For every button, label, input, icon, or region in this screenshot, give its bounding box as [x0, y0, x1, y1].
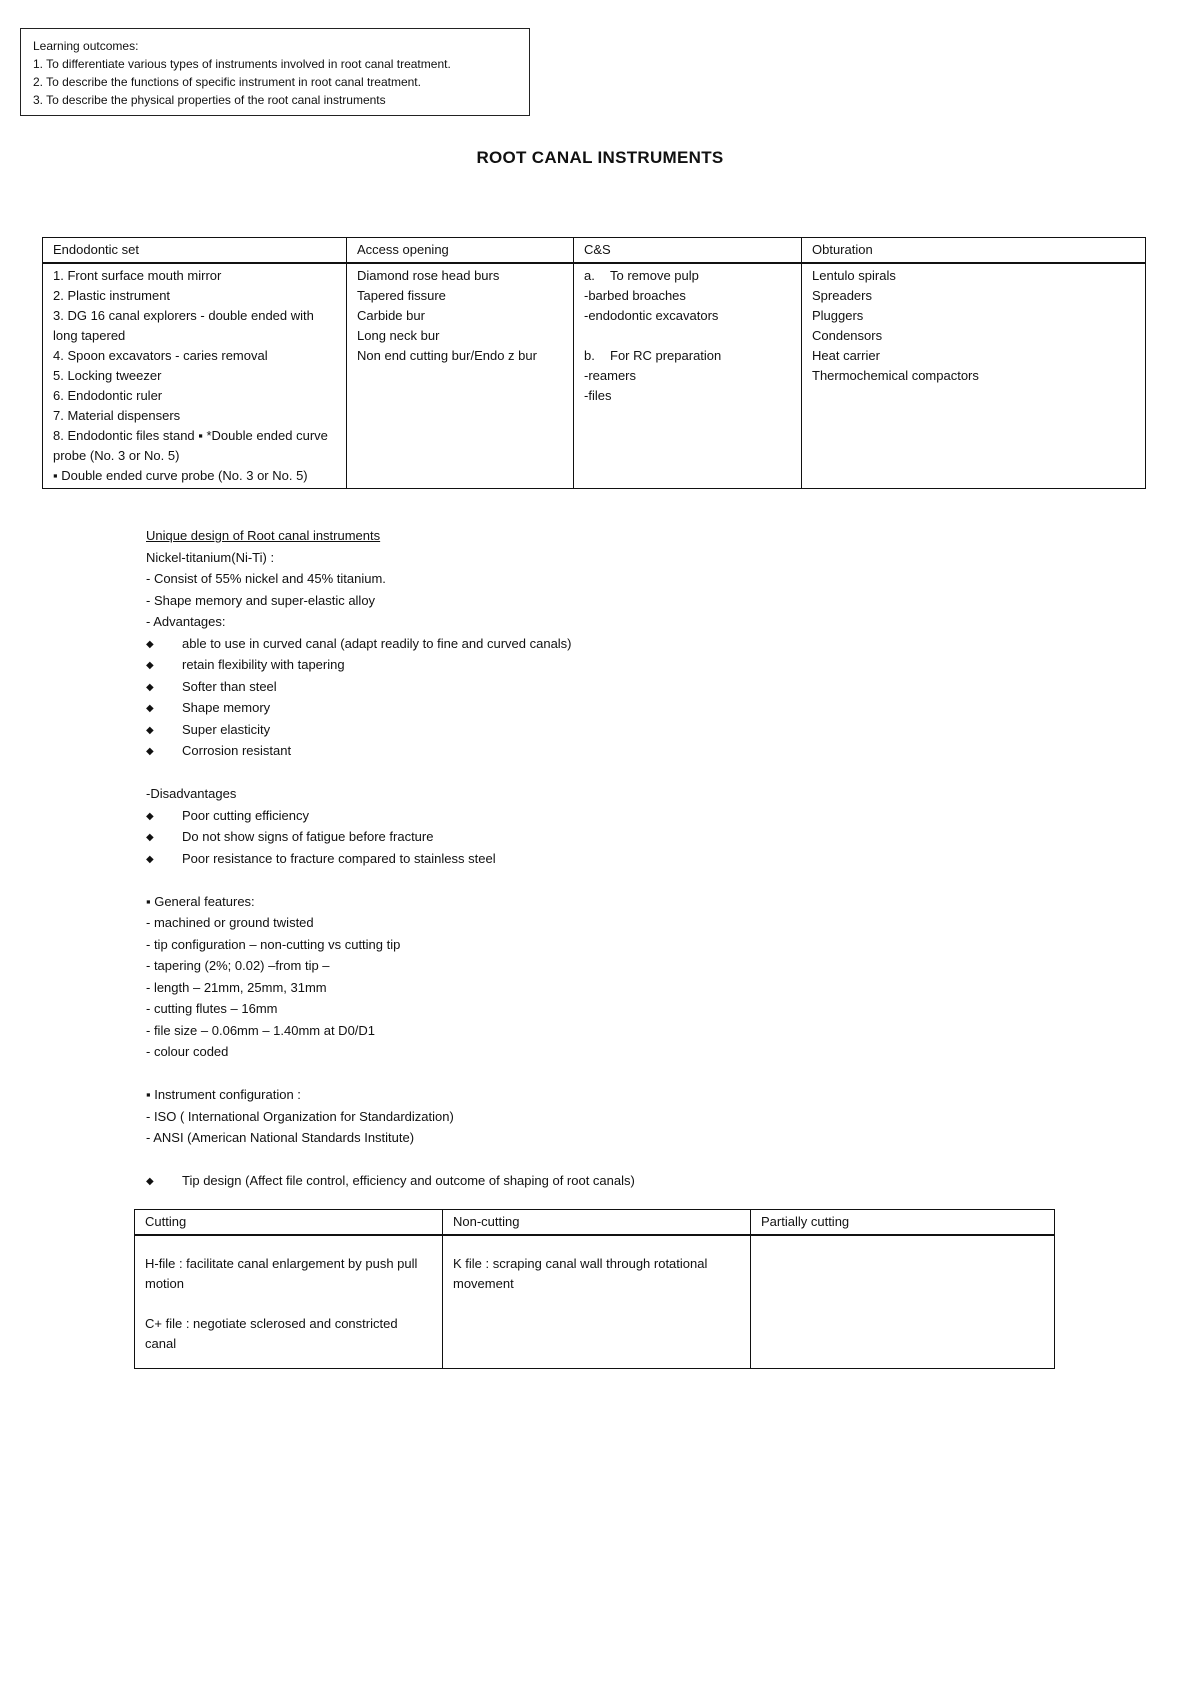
endodontic-set-cell	[43, 263, 347, 489]
page-title: ROOT CANAL INSTRUMENTS	[476, 148, 724, 167]
bullet-text: Do not show signs of fatigue before fracture	[182, 829, 434, 844]
text-line: - ANSI (American National Standards Institute)	[146, 1130, 415, 1145]
blank-line	[146, 869, 635, 891]
list-item	[584, 346, 791, 366]
list-item: 4. Spoon excavators - caries removal	[53, 348, 268, 363]
bullet-item	[146, 826, 635, 848]
table-header-row	[135, 1210, 1055, 1236]
text-line: - length – 21mm, 25mm, 31mm	[146, 979, 327, 995]
header-non-cutting: Non-cutting	[443, 1210, 751, 1236]
cutting-cell	[135, 1235, 443, 1369]
bullet-icon: ◆	[146, 681, 154, 693]
list-text: To remove pulp	[610, 268, 699, 283]
bullet-text: Corrosion resistant	[182, 743, 292, 758]
unique-design-section	[146, 525, 635, 1192]
list-item: -barbed broaches	[584, 288, 686, 303]
list-item: -endodontic excavators	[584, 308, 719, 323]
partially-cutting-cell	[751, 1235, 1055, 1369]
bullet-icon: ◆	[146, 724, 154, 736]
list-item: Non end cutting bur/Endo z bur	[357, 348, 537, 363]
text-line: - tapering (2%; 0.02) –from tip –	[146, 958, 330, 973]
bullet-text: Softer than steel	[182, 678, 277, 694]
text-line: - colour coded	[146, 1044, 229, 1059]
bullet-item	[146, 654, 635, 676]
bullet-icon: ◆	[146, 1176, 154, 1187]
header-partially-cutting: Partially cutting	[751, 1210, 1055, 1236]
access-opening-cell	[347, 263, 574, 489]
text-line: - file size – 0.06mm – 1.40mm at D0/D1	[146, 1022, 376, 1038]
table-header-row	[43, 238, 1146, 264]
list-item: K file : scraping canal wall through rotational movement	[453, 1256, 708, 1291]
text-line: - cutting flutes – 16mm	[146, 1001, 278, 1016]
bullet-item	[146, 633, 635, 655]
list-marker: b.	[584, 348, 595, 363]
text-line: ▪ General features:	[146, 893, 255, 909]
bullet-item	[146, 740, 635, 762]
text-line: - tip configuration – non-cutting vs cutting tip	[146, 936, 401, 952]
bullet-text: Tip design (Affect file control, efficiency and outcome of shaping of root canals)	[182, 1173, 635, 1188]
list-item: 7. Material dispensers	[53, 408, 181, 423]
bullet-icon: ◆	[146, 853, 154, 865]
bullet-item	[146, 805, 635, 827]
header-obturation: Obturation	[802, 238, 1146, 264]
bullet-item	[146, 848, 635, 870]
tip-design-table	[134, 1209, 1055, 1369]
bullet-icon: ◆	[146, 660, 154, 671]
non-cutting-cell	[443, 1235, 751, 1369]
bullet-icon: ◆	[146, 832, 154, 843]
list-item: H-file : facilitate canal enlargement by push pull motion	[145, 1256, 418, 1291]
blank-line	[146, 762, 635, 784]
learning-outcome-item: 1. To differentiate various types of instruments involved in root canal treatment.	[33, 57, 451, 71]
list-spacer	[145, 1294, 432, 1314]
list-item	[584, 266, 791, 286]
table-row	[43, 263, 1146, 489]
text-line: Nickel-titanium(Ni-Ti) :	[146, 549, 275, 565]
bullet-text: able to use in curved canal (adapt readily to fine and curved canals)	[182, 635, 572, 651]
obturation-cell	[802, 263, 1146, 489]
bullet-icon: ◆	[146, 638, 154, 650]
list-item: Condensors	[812, 328, 883, 343]
bullet-item	[146, 697, 635, 719]
list-item: Diamond rose head burs	[357, 268, 500, 283]
blank-line	[146, 1149, 635, 1171]
text-line: - ISO ( International Organization for Standardization)	[146, 1108, 454, 1124]
list-marker: a.	[584, 268, 595, 283]
list-item: Tapered fissure	[357, 288, 446, 303]
text-line: - Shape memory and super-elastic alloy	[146, 592, 376, 608]
list-item: Lentulo spirals	[812, 268, 896, 283]
learning-outcome-item: 2. To describe the functions of specific instrument in root canal treatment.	[33, 75, 421, 89]
text-line: ▪ Instrument configuration :	[146, 1087, 301, 1102]
bullet-icon: ◆	[146, 703, 154, 714]
learning-outcomes-box	[20, 28, 530, 116]
list-spacer	[584, 326, 791, 346]
bullet-item	[146, 1170, 635, 1192]
bullet-text: Poor resistance to fracture compared to stainless steel	[182, 850, 496, 866]
list-item: Heat carrier	[812, 348, 880, 363]
bullet-item	[146, 719, 635, 741]
table-row	[135, 1235, 1055, 1369]
text-line: - Consist of 55% nickel and 45% titanium.	[146, 571, 386, 586]
header-access-opening: Access opening	[347, 238, 574, 264]
list-item: 8. Endodontic files stand ▪ *Double ended curve probe (No. 3 or No. 5)	[53, 428, 328, 463]
text-line: - machined or ground twisted	[146, 915, 314, 930]
header-cutting: Cutting	[135, 1210, 443, 1236]
cs-cell	[574, 263, 802, 489]
bullet-text: Shape memory	[182, 700, 271, 715]
list-item: Pluggers	[812, 308, 864, 323]
list-item: 2. Plastic instrument	[53, 288, 171, 303]
list-item: C+ file : negotiate sclerosed and constricted canal	[145, 1316, 398, 1351]
list-item: ▪ Double ended curve probe (No. 3 or No. 5)	[53, 468, 308, 483]
bullet-text: Super elasticity	[182, 721, 271, 737]
list-item: Spreaders	[812, 288, 872, 303]
section-heading: Unique design of Root canal instruments	[146, 528, 381, 543]
bullet-icon: ◆	[146, 810, 154, 822]
blank-line	[146, 1063, 635, 1085]
instruments-table	[42, 237, 1146, 489]
list-item: Long neck bur	[357, 328, 440, 343]
bullet-item	[146, 676, 635, 698]
bullet-text: Poor cutting efficiency	[182, 807, 309, 823]
list-item: 1. Front surface mouth mirror	[53, 268, 222, 283]
bullet-text: retain flexibility with tapering	[182, 657, 345, 672]
list-item: -files	[584, 388, 612, 403]
learning-outcomes-heading: Learning outcomes:	[33, 39, 139, 53]
learning-outcome-item: 3. To describe the physical properties of the root canal instruments	[33, 93, 386, 107]
list-text: For RC preparation	[610, 348, 722, 363]
list-item: 3. DG 16 canal explorers - double ended with long tapered	[53, 308, 314, 343]
list-item: -reamers	[584, 368, 637, 383]
header-cs: C&S	[574, 238, 802, 264]
bullet-icon: ◆	[146, 746, 154, 757]
text-line: -Disadvantages	[146, 786, 237, 801]
text-line: - Advantages:	[146, 614, 226, 629]
list-item: 6. Endodontic ruler	[53, 388, 163, 403]
header-endodontic-set: Endodontic set	[43, 238, 347, 264]
list-item: 5. Locking tweezer	[53, 368, 162, 383]
list-item: Carbide bur	[357, 308, 425, 323]
list-item: Thermochemical compactors	[812, 368, 979, 383]
